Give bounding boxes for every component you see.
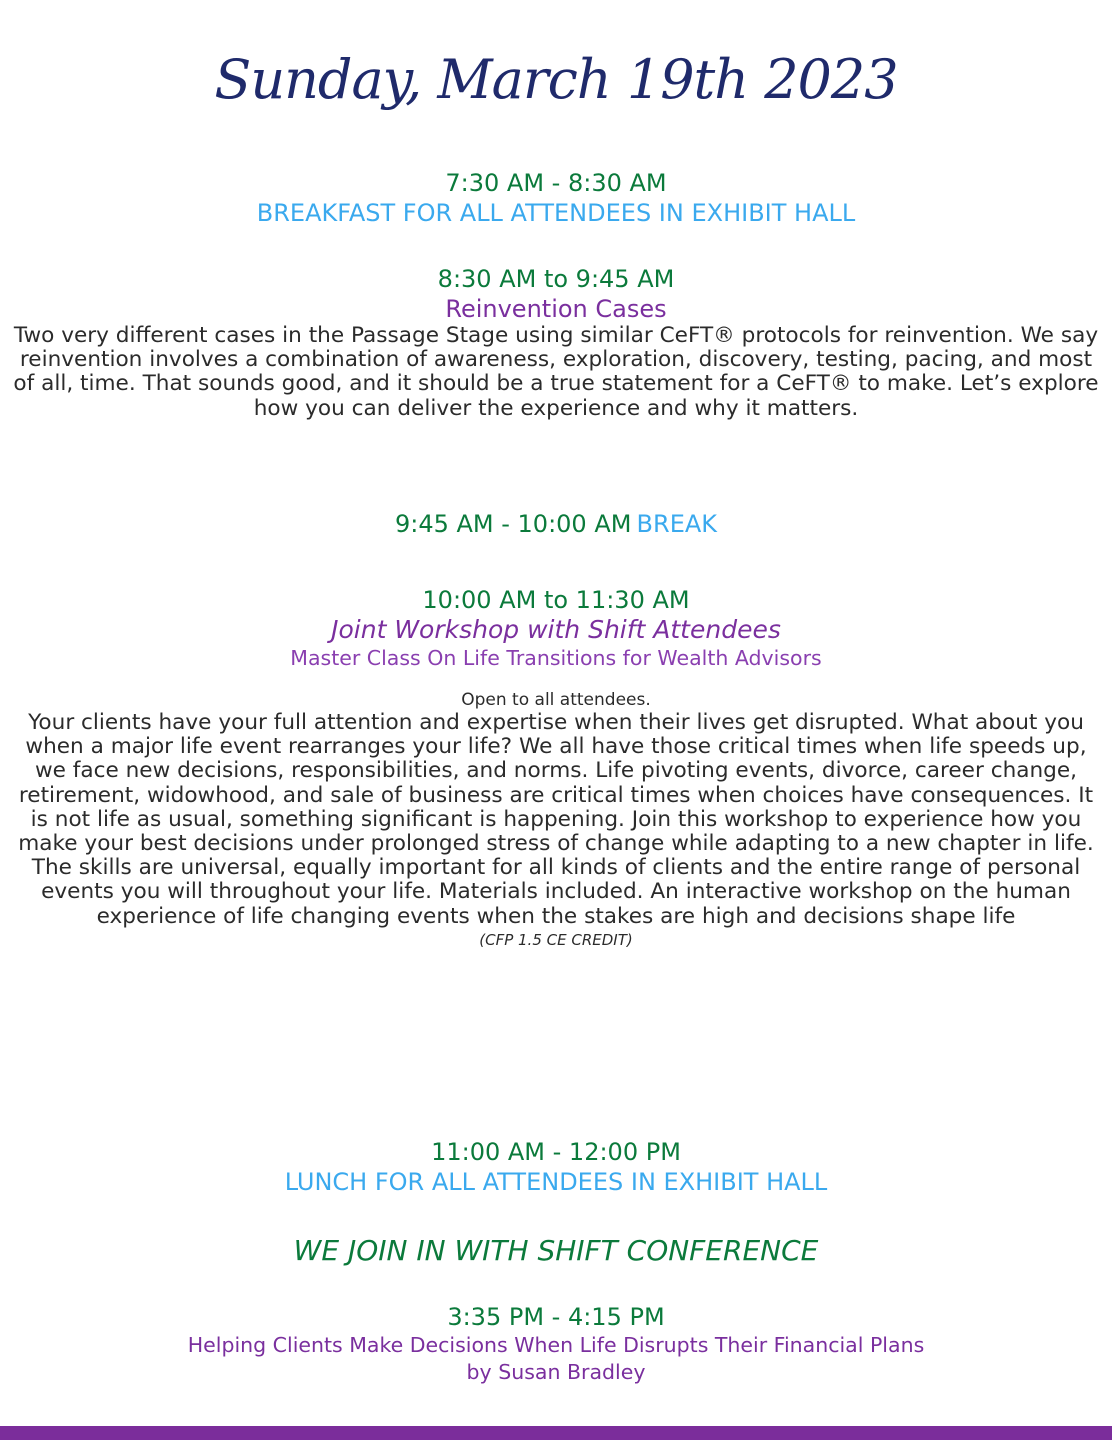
workshop-time: 10:00 AM to 11:30 AM [422, 586, 690, 614]
closing-time: 3:35 PM - 4:15 PM [447, 1303, 665, 1331]
lunch-time: 11:00 AM - 12:00 PM [431, 1138, 681, 1166]
lunch-title: LUNCH FOR ALL ATTENDEES IN EXHIBIT HALL [284, 1168, 828, 1196]
closing-session [0, 1302, 1112, 1386]
workshop-subtitle: Master Class On Life Transitions for Wealth Advisors [290, 646, 822, 670]
breakfast-title: BREAKFAST FOR ALL ATTENDEES IN EXHIBIT HALL [256, 199, 856, 227]
workshop-description: Your clients have your full attention and expertise when their lives get disrupted. What about you when a major life event rearranges your life? We all have those critical times when life speeds up, we face new decisions, responsibilities, and norms. Life pivoting events, divorce, career change, retirement, widowhood, and sale of business are critical times when choices have consequences. It is not life as usual, something significant is happening. Join this workshop to experience how you make your best decisions under prolonged stress of change while adapting to a new chapter in life. The skills are universal, equally important for all kinds of clients and the entire range of personal events you will throughout your life. Materials included. An interactive workshop on the human experience of life changing events when the stakes are high and decisions shape life [18, 710, 1094, 929]
reinvention-title: Reinvention Cases [445, 295, 667, 323]
break-time: 9:45 AM - 10:00 AM [394, 510, 632, 538]
footer-bar [0, 1426, 1112, 1440]
break-session [0, 509, 1112, 539]
breakfast-time: 7:30 AM - 8:30 AM [445, 169, 667, 197]
reinvention-time: 8:30 AM to 9:45 AM [437, 265, 675, 293]
breakfast-session [0, 168, 1112, 228]
lunch-session [0, 1137, 1112, 1197]
closing-speaker: by Susan Bradley [466, 1360, 646, 1384]
break-label: BREAK [636, 510, 718, 538]
page-title: Sunday, March 19th 2023 [214, 48, 898, 111]
reinvention-description: Two very different cases in the Passage Stage using similar CeFT® protocols for reinvention. We say reinvention involves a combination of awareness, exploration, discovery, testing, pacing, and most of all, time. That sounds good, and it should be a true statement for a CeFT® to make. Let’s explore how you can deliver the experience and why it matters. [13, 323, 1099, 421]
workshop-credit: (CFP 1.5 CE CREDIT) [479, 930, 633, 949]
shift-title: WE JOIN IN WITH SHIFT CONFERENCE [293, 1234, 819, 1267]
workshop-note: Open to all attendees. [461, 690, 651, 710]
shift-banner [0, 1234, 1112, 1268]
workshop-title: Joint Workshop with Shift Attendees [331, 615, 781, 644]
workshop-session [0, 585, 1112, 951]
closing-title: Helping Clients Make Decisions When Life Disrupts Their Financial Plans [187, 1333, 925, 1357]
reinvention-session [0, 264, 1112, 421]
